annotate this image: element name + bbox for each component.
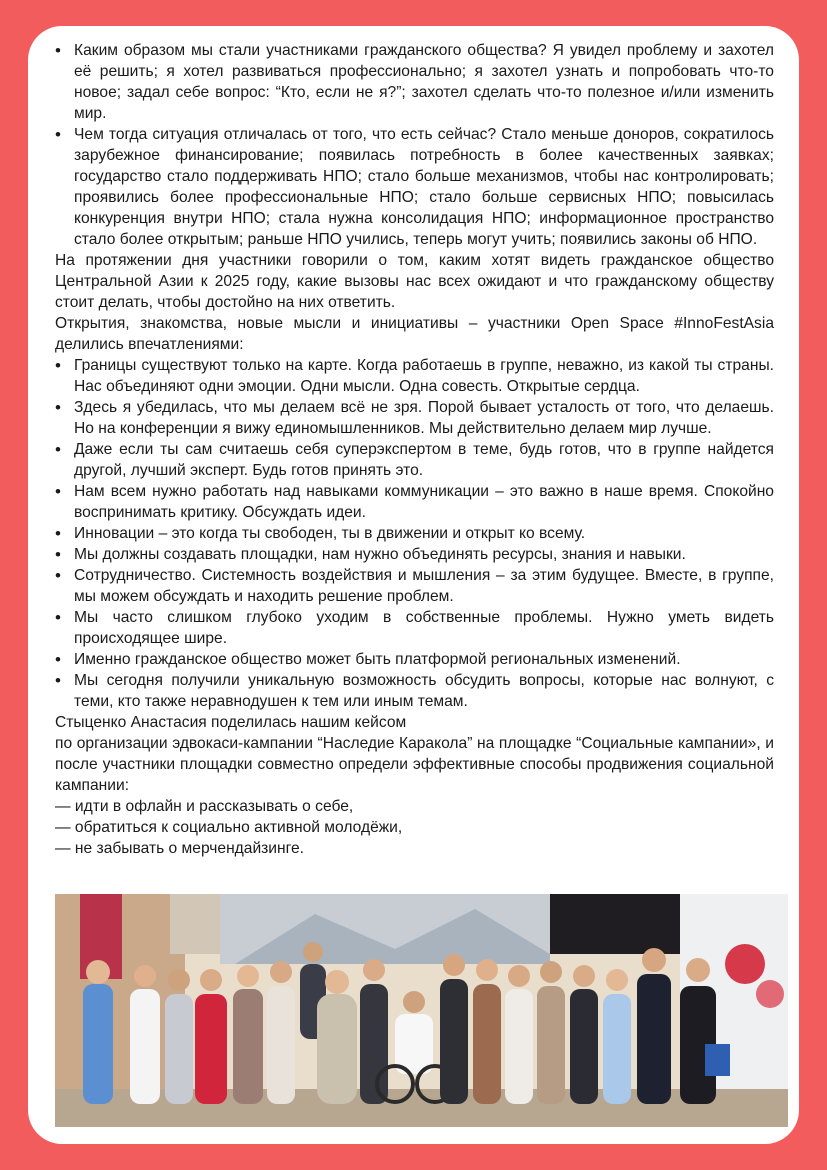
paragraph: по организации эдвокаси-кампании “Наследие Каракола” на площадке “Социальные кампании», и после участники площадки совместно определи эффективные способы продвижения социальной кампании: (55, 735, 774, 794)
list-item: • Каким образом мы стали участниками гражданского общества? Я увидел проблему и захотел её решить; я хотел развиваться профессионально; я захотел узнать и попробовать что-то новое; задал себе вопрос: “Кто, если не я?”; захотел сделать что-то полезное и/или изменить мир. (55, 40, 774, 124)
paragraph: На протяжении дня участники говорили о том, каким хотят видеть гражданское общество Центральной Азии к 2025 году, какие вызовы нас всех ожидают и что гражданскому обществу стоит делать, чтобы достойно на них ответить. (55, 252, 774, 311)
list-item: • Чем тогда ситуация отличалась от того, что есть сейчас? Стало меньше доноров, сократилось зарубежное финансирование; появилась потребность в более качественных заявках; государство стало поддерживать НПО; стало больше механизмов, чтобы нас контролировать; проявились более профессиональные НПО; стало больше сервисных НПО; повысилась конкуренция внутри НПО; стала нужна консолидация НПО; информационное пространство стало более открытым; раньше НПО учились, теперь могут учить; появились законы об НПО. (55, 124, 774, 250)
list-item: • Мы часто слишком глубоко уходим в собственные проблемы. Нужно уметь видеть происходящее шире. (55, 607, 774, 649)
list-item: • Мы должны создавать площадки, нам нужно объединять ресурсы, знания и навыки. (55, 544, 774, 565)
list-item: • Даже если ты сам считаешь себя суперэкспертом в теме, будь готов, что в группе найдется другой, лучший эксперт. Будь готов принять это. (55, 439, 774, 481)
list-item: • Мы сегодня получили уникальную возможность обсудить вопросы, которые нас волнуют, с теми, кто также неравнодушен к тем или иным темам. (55, 670, 774, 712)
bullet-list-top (55, 40, 774, 250)
page-card (28, 26, 799, 1144)
list-item: • Границы существуют только на карте. Когда работаешь в группе, неважно, из какой ты страны. Нас объединяют одни эмоции. Одни мысли. Одна совесть. Открытые сердца. (55, 355, 774, 397)
dash-item: — не забывать о мерчендайзинге. (55, 840, 304, 857)
paragraph: Открытия, знакомства, новые мысли и инициативы – участники Open Space #InnoFestAsia делились впечатлениями: (55, 315, 774, 353)
list-item: • Сотрудничество. Системность воздействия и мышления – за этим будущее. Вместе, в группе, мы можем обсуждать и находить решение проблем. (55, 565, 774, 607)
group-photo-illustration (55, 894, 788, 1127)
list-item: • Здесь я убедилась, что мы делаем всё не зря. Порой бывает усталость от того, что делаешь. Но на конференции я вижу единомышленников. Мы действительно делаем мир лучше. (55, 397, 774, 439)
list-item: • Инновации – это когда ты свободен, ты в движении и открыт ко всему. (55, 523, 774, 544)
bullet-list-quotes (55, 355, 774, 712)
list-item: • Нам всем нужно работать над навыками коммуникации – это важно в наше время. Спокойно воспринимать критику. Обсуждать идеи. (55, 481, 774, 523)
dash-item: — обратиться к социально активной молодёжи, (55, 819, 403, 836)
group-photo (55, 894, 788, 1127)
dash-item: — идти в офлайн и рассказывать о себе, (55, 798, 354, 815)
paragraph: Стыценко Анастасия поделилась нашим кейсом (55, 714, 407, 731)
article-body (55, 40, 774, 859)
list-item: • Именно гражданское общество может быть платформой региональных изменений. (55, 649, 774, 670)
